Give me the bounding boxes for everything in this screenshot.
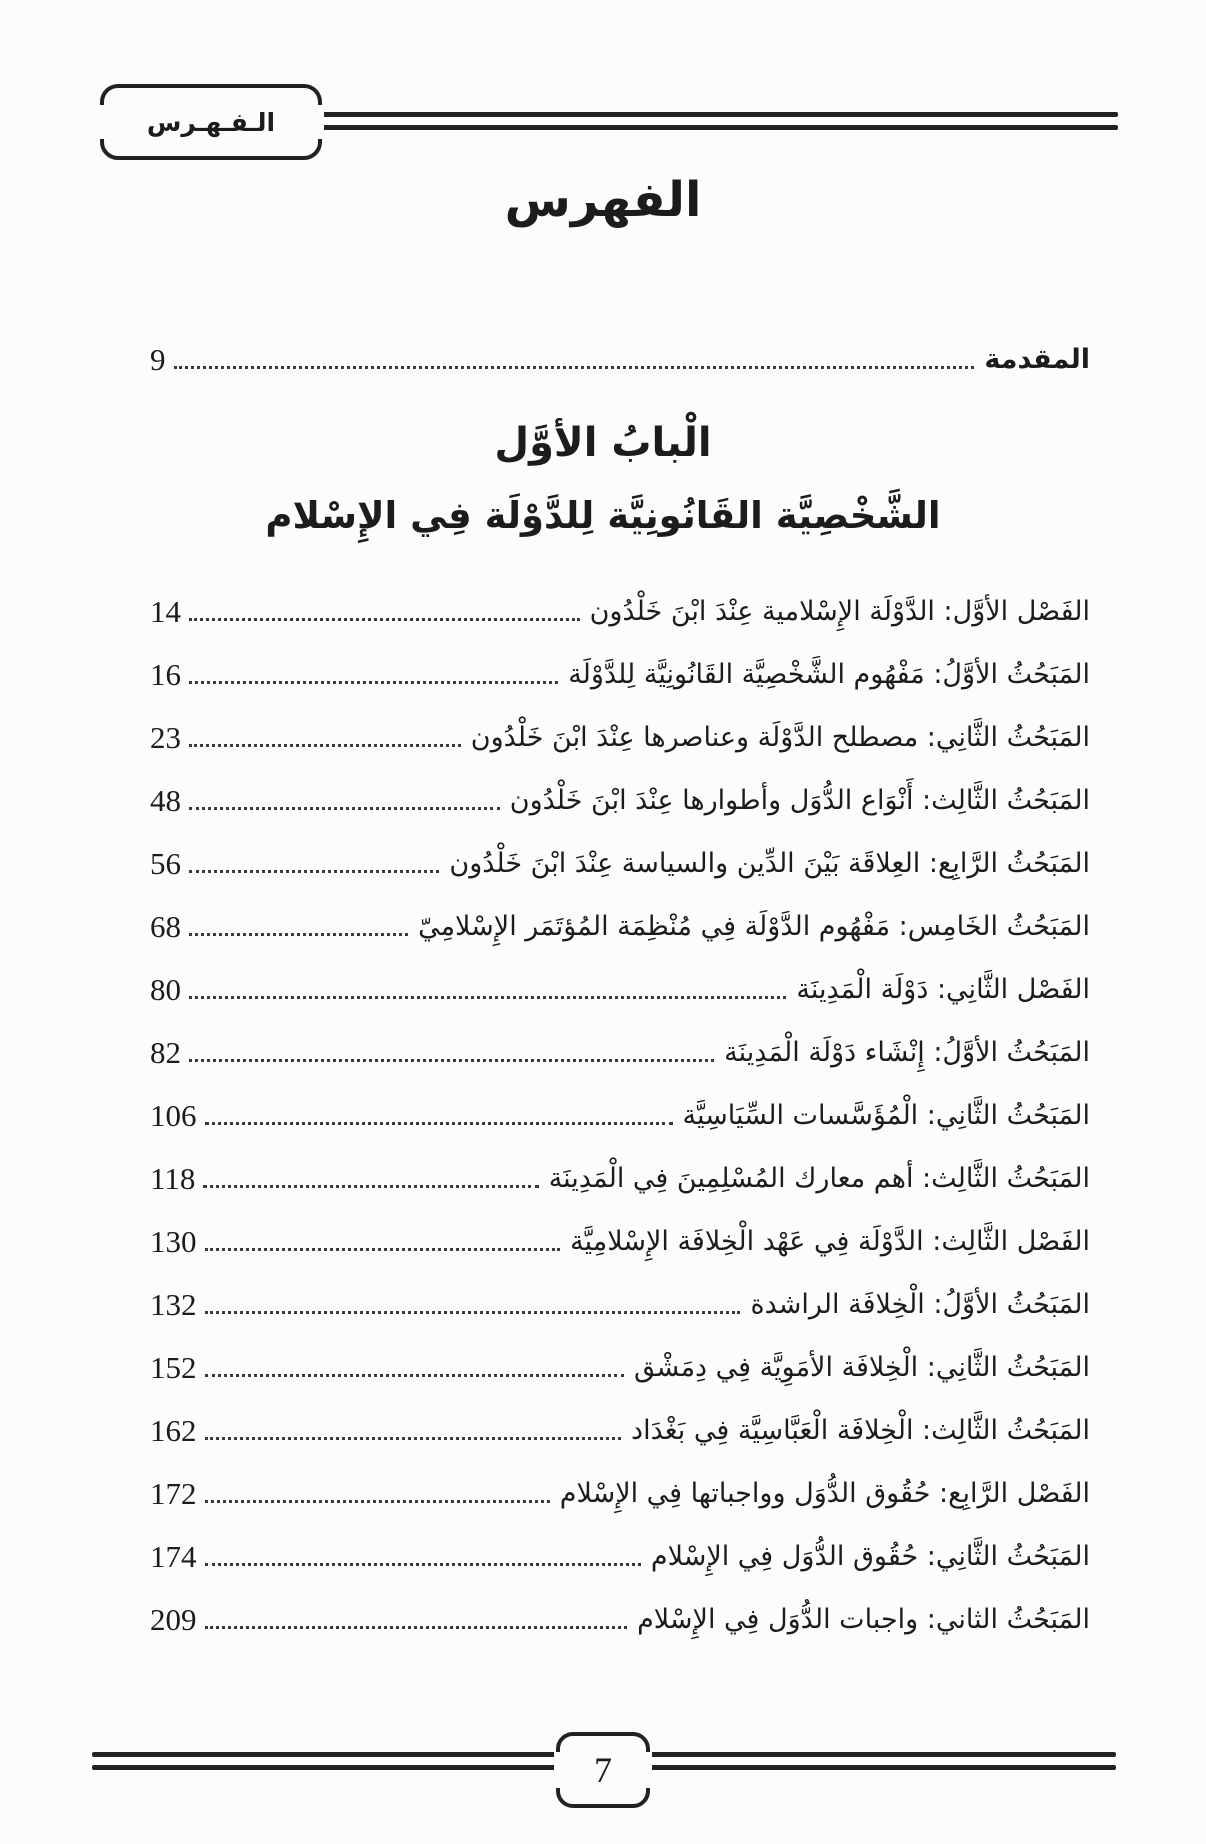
toc-entry-label: الفَصْل الثَّالِث: الدَّوْلَة فِي عَهْد الْخِلافَة الإِسْلامِيَّة	[570, 1226, 1090, 1257]
toc-entry-label: المَبَحُثُ الأوَّلُ: إِنْشَاء دَوْلَة الْمَدِينَة	[724, 1037, 1090, 1068]
toc-row	[150, 643, 1090, 706]
toc-row	[150, 1273, 1090, 1336]
toc-entry-page: 23	[150, 719, 181, 755]
toc-entry-label: المَبَحُثُ الأوَّلُ: الْخِلافَة الراشدة	[750, 1289, 1090, 1320]
toc-entry-label: المَبَحُثُ الثَّانِي: مصطلح الدَّوْلَة وعناصرها عِنْدَ ابْنَ خَلْدُون	[470, 722, 1090, 753]
toc-entry-page: 174	[150, 1538, 197, 1574]
dot-leader	[189, 603, 580, 621]
header-rule-top	[312, 112, 1118, 117]
toc-entry-label: المَبَحُثُ الثَّالِث: أهم معارك المُسْلِمِينَ فِي الْمَدِينَة	[548, 1163, 1090, 1194]
toc-entry-page: 118	[150, 1160, 196, 1196]
part-title: الْبابُ الأوَّل	[494, 420, 712, 466]
header-rule-bottom	[312, 125, 1118, 130]
toc-entry-label: المَبَحُثُ الثَّانِي: الْخِلافَة الأمَوِيَّة فِي دِمَشْق	[633, 1352, 1090, 1383]
toc-entry-page: 14	[150, 593, 181, 629]
toc-row	[150, 1084, 1090, 1147]
toc-entry-page: 48	[150, 782, 181, 818]
toc-row	[150, 1588, 1090, 1651]
toc-entry-label: المقدمة	[984, 344, 1090, 375]
dot-leader	[205, 1359, 624, 1377]
page-number: 7	[594, 1750, 612, 1790]
toc-row	[150, 832, 1090, 895]
toc-entry-page: 9	[150, 341, 166, 377]
dot-leader	[205, 1107, 673, 1125]
toc-list	[150, 580, 1090, 1651]
toc-entry-page: 106	[150, 1097, 197, 1133]
toc-entry-label: المَبَحُثُ الثَّانِي: الْمُؤَسَّسات السِّيَاسِيَّة	[682, 1100, 1090, 1131]
toc-entry-page: 16	[150, 656, 181, 692]
toc-entry-label: المَبَحُثُ الثَّانِي: حُقُوق الدُّوَل فِي الإِسْلام	[650, 1541, 1090, 1572]
toc-entry-label: المَبَحُثُ الثاني: واجبات الدُّوَل فِي الإِسْلام	[637, 1604, 1090, 1635]
toc-row	[150, 958, 1090, 1021]
header-tab-label: الـفـهـرس	[146, 107, 276, 137]
toc-entry-page: 132	[150, 1286, 197, 1322]
toc-entry-page: 68	[150, 908, 181, 944]
toc-entry-page: 152	[150, 1349, 197, 1385]
page-number-box	[556, 1732, 650, 1808]
toc-row	[150, 769, 1090, 832]
toc-row	[150, 580, 1090, 643]
toc-entry-page: 130	[150, 1223, 197, 1259]
toc-entry-page: 162	[150, 1412, 197, 1448]
toc-entry-label: المَبَحُثُ الرَّابِع: العِلاقَة بَيْنَ الدِّين والسياسة عِنْدَ ابْنَ خَلْدُون	[449, 848, 1090, 879]
dot-leader	[205, 1233, 561, 1251]
toc-row-intro	[150, 328, 1090, 391]
dot-leader	[205, 1422, 622, 1440]
dot-leader	[174, 351, 975, 369]
toc-row	[150, 1462, 1090, 1525]
toc-entry-page: 82	[150, 1034, 181, 1070]
dot-leader	[203, 1170, 538, 1188]
toc-row	[150, 1525, 1090, 1588]
dot-leader	[189, 666, 558, 684]
part-subtitle: الشَّخْصِيَّة القَانُونِيَّة لِلدَّوْلَة فِي الإِسْلام	[265, 494, 941, 537]
toc-row	[150, 1147, 1090, 1210]
toc-row	[150, 706, 1090, 769]
dot-leader	[189, 792, 500, 810]
dot-leader	[189, 1044, 714, 1062]
dot-leader	[205, 1611, 628, 1629]
toc-entry-page: 172	[150, 1475, 197, 1511]
page-title: الفهرس	[504, 172, 702, 228]
toc-entry-label: الفَصْل الثَّانِي: دَوْلَة الْمَدِينَة	[796, 974, 1090, 1005]
toc-entry-page: 209	[150, 1601, 197, 1637]
toc-entry-label: المَبَحُثُ الأوَّلُ: مَفْهُوم الشَّخْصِيَّة القَانُونِيَّة لِلدَّوْلَة	[568, 659, 1090, 690]
toc-entry-label: المَبَحُثُ الثَّالِث: الْخِلافَة الْعَبَّاسِيَّة فِي بَغْدَاد	[631, 1415, 1090, 1446]
dot-leader	[189, 855, 439, 873]
dot-leader	[205, 1296, 741, 1314]
toc-entry-page: 56	[150, 845, 181, 881]
toc-row	[150, 895, 1090, 958]
toc-entry-label: الفَصْل الأوَّل: الدَّوْلَة الإِسْلامية عِنْدَ ابْنَ خَلْدُون	[589, 596, 1090, 627]
toc-entry-page: 80	[150, 971, 181, 1007]
dot-leader	[189, 729, 461, 747]
toc-row	[150, 1021, 1090, 1084]
toc-row	[150, 1336, 1090, 1399]
dot-leader	[189, 981, 786, 999]
dot-leader	[205, 1548, 641, 1566]
dot-leader	[205, 1485, 550, 1503]
header-tab	[100, 84, 322, 160]
toc-row	[150, 1399, 1090, 1462]
toc-entry-label: الفَصْل الرَّابِع: حُقُوق الدُّوَل وواجباتها فِي الإِسْلام	[559, 1478, 1090, 1509]
header-rule	[312, 112, 1118, 130]
toc-entry-label: المَبَحُثُ الخَامِس: مَفْهُوم الدَّوْلَة فِي مُنْظِمَة المُؤتَمَر الإِسْلامِيّ	[418, 911, 1090, 942]
toc-entry-label: المَبَحُثُ الثَّالِث: أَنْوَاع الدُّوَل وأطوارها عِنْدَ ابْنَ خَلْدُون	[509, 785, 1090, 816]
dot-leader	[189, 918, 408, 936]
toc-row	[150, 1210, 1090, 1273]
